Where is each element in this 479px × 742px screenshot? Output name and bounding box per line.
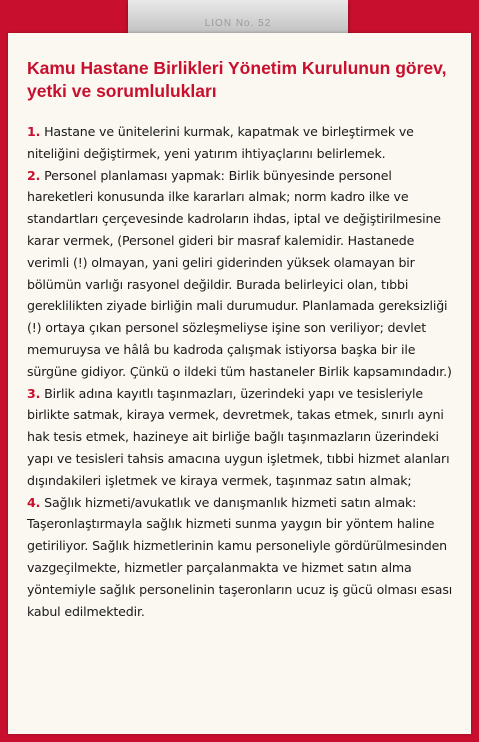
clip-label: LION No. 52 bbox=[204, 18, 272, 29]
item-text: Hastane ve ünitelerini kurmak, kapatmak ve birleştirmek ve niteliğini değiştirmek, yeni yatırım ihtiyaçlarını belirlemek. bbox=[27, 124, 414, 161]
item-text: Sağlık hizmeti/avukatlık ve danışmanlık hizmeti satın almak: Taşeronlaştırmayla sağlık hizmeti sunma yaygın bir yöntem haline getiriliyor. Sağlık hizmetlerinin kamu personeliyle gördürülmesinden vazgeçilmekte, hizmetler parçalanmakta ve hizmet satın alma yöntemiyle sağlık personelinin taşeronların ucuz iş gücü olması esası kabul edilmektedir. bbox=[27, 494, 453, 619]
list-item bbox=[27, 492, 453, 623]
item-text: Personel planlaması yapmak: Birlik bünyesinde personel hareketleri konusunda ilke kararları almak; norm kadro ilke ve standartları çerçevesinde kadroların ihdas, iptal ve değiştirilmesine karar vermek, (Personel gideri bir masraf kalemidir. Hastanede verimli (!) olmayan, yani geliri giderinden yüksek olamayan bir bölümün varlığı rasyonel değildir. Burada belirleyici olan, tıbbi gereklilikten ziyade birliğin mali durumudur. Planlamada gereksizliği (!) ortaya çıkan personel sözleşmeliyse işine son veriliyor; devlet memuruysa ve hâlâ bu kadroda çalışmak istiyorsa başka bir ile sürgüne gidiyor. Çünkü o ildeki tüm hastaneler Birlik kapsamındadır.) bbox=[27, 167, 452, 379]
list-item bbox=[27, 383, 453, 492]
item-text: Birlik adına kayıtlı taşınmazları, üzerindeki yapı ve tesisleriyle birlikte satmak, kiraya vermek, devretmek, takas etmek, sınırlı ayni hak tesis etmek, hazineye ait birliğe bağlı taşınmazların üzerindeki yapı ve tesisleri tahsis amacına uygun işletmek, tıbbi hizmet alanları dışındakileri işletmek ve kiraya vermek, taşınmaz satın almak; bbox=[27, 385, 450, 488]
item-number: 2. bbox=[27, 167, 41, 183]
note-card bbox=[8, 33, 471, 734]
item-number: 3. bbox=[27, 385, 41, 401]
card-body bbox=[27, 121, 453, 622]
card-title: Kamu Hastane Birlikleri Yönetim Kurulunun görev, yetki ve sorumlulukları bbox=[27, 58, 447, 101]
list-item bbox=[27, 121, 453, 165]
item-number: 4. bbox=[27, 494, 41, 510]
list-item bbox=[27, 165, 453, 383]
item-number: 1. bbox=[27, 124, 41, 139]
